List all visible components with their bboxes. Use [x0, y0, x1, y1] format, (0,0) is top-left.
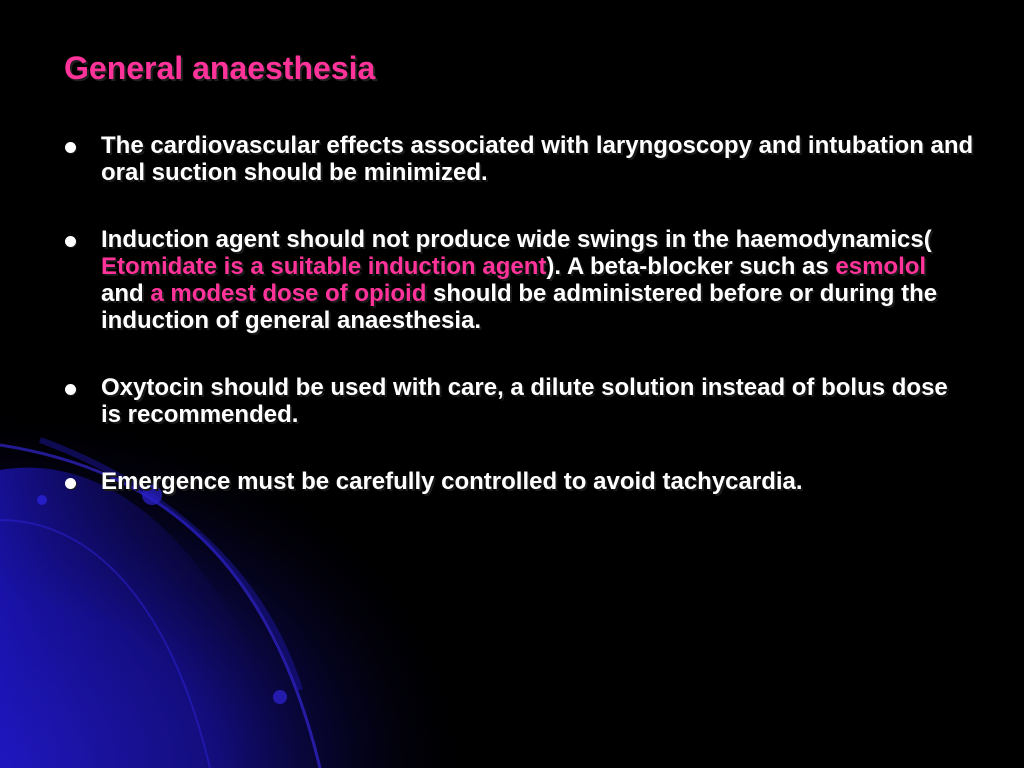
bullet-text: Oxytocin should be used with care, a dilute solution instead of bolus dose is recommended. [101, 374, 948, 428]
bullet-dot-icon [65, 236, 76, 247]
bullet-item-cardiovascular [64, 132, 974, 186]
decor-dot-3 [273, 690, 287, 704]
highlight-opioid: a modest dose of opioid [150, 280, 427, 307]
bullet-text-segment: and [101, 280, 151, 307]
bullet-item-oxytocin [64, 374, 974, 428]
bullet-text-segment: ). A beta-blocker such as [546, 253, 836, 280]
bullet-list [64, 132, 974, 535]
bullet-text-segment: should be administered before or during the induction of general anaesthesia. [101, 280, 938, 334]
bullet-item-induction [64, 226, 974, 334]
bullet-dot-icon [65, 384, 76, 395]
bullet-text-segment: Induction agent should not produce wide swings in the haemodynamics( [101, 226, 932, 253]
highlight-etomidate: Etomidate is a suitable induction agent [101, 253, 547, 280]
slide-title: General anaesthesia [64, 50, 376, 86]
bullet-dot-icon [65, 142, 76, 153]
bullet-item-emergence [64, 468, 974, 495]
decor-dot-1 [37, 495, 47, 505]
highlight-esmolol: esmolol [835, 253, 927, 280]
bullet-dot-icon [65, 478, 76, 489]
bullet-text: The cardiovascular effects associated with laryngoscopy and intubation and oral suction should be minimized. [101, 132, 974, 186]
bullet-text: Emergence must be carefully controlled to avoid tachycardia. [101, 468, 803, 495]
